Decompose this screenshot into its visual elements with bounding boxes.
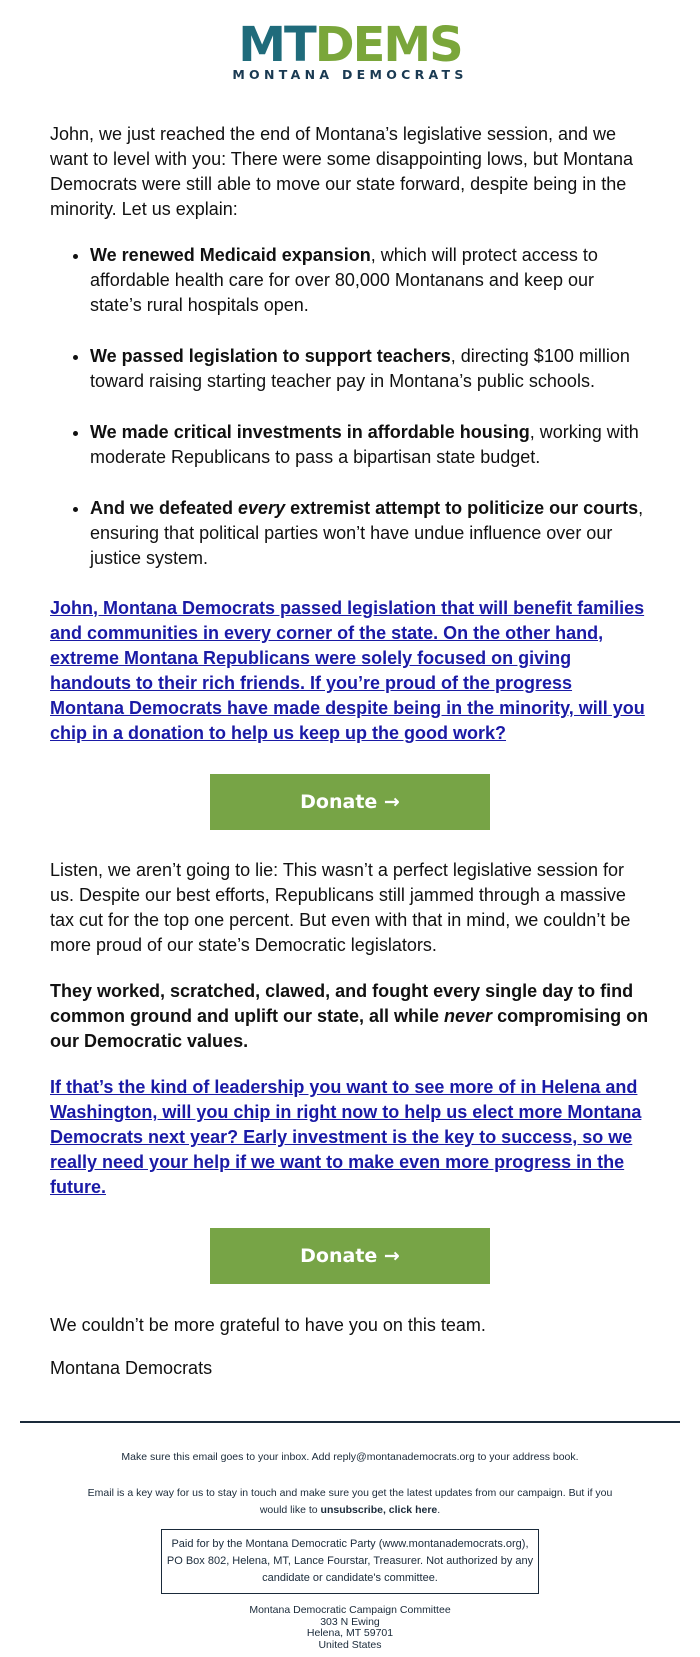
list-item-bold-em: every	[238, 498, 286, 518]
donate-button-wrap-2	[50, 1228, 650, 1284]
list-item-text: , directing $100 million toward raising starting teacher pay in Montana’s public schools.	[90, 346, 630, 391]
inbox-note: Make sure this email goes to your inbox. Add reply@montanademocrats.org to your address book.	[121, 1451, 579, 1463]
donate-button-1[interactable]: Donate →	[210, 774, 490, 830]
list-item-bold-post: extremist attempt to politicize our courts	[285, 498, 639, 518]
email-note	[0, 1485, 700, 1519]
donate-button-2[interactable]: Donate →	[210, 1228, 490, 1284]
list-item-text: , working with moderate Republicans to pass a bipartisan state budget.	[90, 422, 639, 467]
mailing-address	[0, 1605, 700, 1651]
list-item-text: , ensuring that political parties won’t have undue influence over our justice system.	[90, 498, 644, 568]
intro-paragraph: John, we just reached the end of Montana’s legislative session, and we want to level with you: There were some disappointing lows, but Montana Democrats were still able to move our state forward, despite being in the minority. Let us explain:	[50, 124, 633, 219]
list-item-bold-pre: And we defeated	[90, 498, 239, 518]
closing-line: We couldn’t be more grateful to have you on this team.	[50, 1315, 486, 1335]
list-item	[90, 243, 650, 318]
wins-list	[50, 243, 650, 571]
footer	[0, 1449, 700, 1651]
address-country: United States	[318, 1638, 382, 1651]
email-note-end: .	[437, 1504, 441, 1516]
email-body	[0, 122, 700, 1381]
list-item	[90, 496, 650, 571]
list-item	[90, 344, 650, 394]
list-item-bold: We made critical investments in affordable housing	[90, 422, 530, 442]
values-text-pre: They worked, scratched, clawed, and fought every single day to find common ground and uplift our state, all while	[50, 981, 634, 1026]
list-item-text: , which will protect access to affordable health care for over 80,000 Montanans and keep our state’s rural hospitals open.	[90, 245, 598, 315]
donation-appeal-link-1[interactable]: John, Montana Democrats passed legislation that will benefit families and communities in every corner of the state. On the other hand, extreme Montana Republicans were solely focused on giving handouts to their rich friends. If you’re proud of the progress Montana Democrats have made despite being in the minority, will you chip in a donation to help us keep up the good work?	[50, 598, 645, 743]
email-note-text: Email is a key way for us to stay in touch and make sure you get the latest updates from our campaign. But if you would like to	[87, 1487, 613, 1516]
unsubscribe-link[interactable]: unsubscribe, click here	[320, 1504, 438, 1516]
donation-appeal-2	[50, 1075, 650, 1200]
values-paragraph	[50, 979, 650, 1054]
session-recap-paragraph: Listen, we aren’t going to lie: This wasn’t a perfect legislative session for us. Despite our best efforts, Republicans still jammed through a massive tax cut for the top one percent. But even with that in mind, we couldn’t be more proud of our state’s Democratic legislators.	[50, 860, 631, 955]
footer-divider	[20, 1421, 680, 1423]
list-item	[90, 420, 650, 470]
address-street: 303 N Ewing	[320, 1615, 380, 1628]
mtdems-logo[interactable]	[0, 0, 700, 81]
address-org: Montana Democratic Campaign Committee	[249, 1604, 451, 1616]
signoff: Montana Democrats	[50, 1358, 213, 1378]
donation-appeal-link-2[interactable]: If that’s the kind of leadership you want to see more of in Helena and Washington, will you chip in right now to help us elect more Montana Democrats next year? Early investment is the key to success, so we really need your help if we want to make even more progress in the future.	[50, 1077, 642, 1197]
values-text-em: never	[444, 1006, 493, 1026]
paid-for-disclaimer: Paid for by the Montana Democratic Party (www.montanademocrats.org), PO Box 802, Helena, MT, Lance Fourstar, Treasurer. Not authorized by any candidate or candidate's committee.	[161, 1529, 539, 1594]
logo-dems-text: DEMS	[314, 17, 462, 73]
list-item-bold: We renewed Medicaid expansion	[90, 245, 371, 265]
values-text-post: compromising on our Democratic values.	[50, 1006, 649, 1051]
logo-mt-text: MT	[238, 17, 315, 73]
donation-appeal-1	[50, 596, 650, 746]
donate-button-wrap-1	[50, 774, 650, 830]
list-item-bold	[90, 498, 638, 518]
logo-subtitle: MONTANA DEMOCRATS	[232, 67, 468, 82]
address-city: Helena, MT 59701	[306, 1627, 394, 1639]
list-item-bold: We passed legislation to support teachers	[90, 346, 451, 366]
